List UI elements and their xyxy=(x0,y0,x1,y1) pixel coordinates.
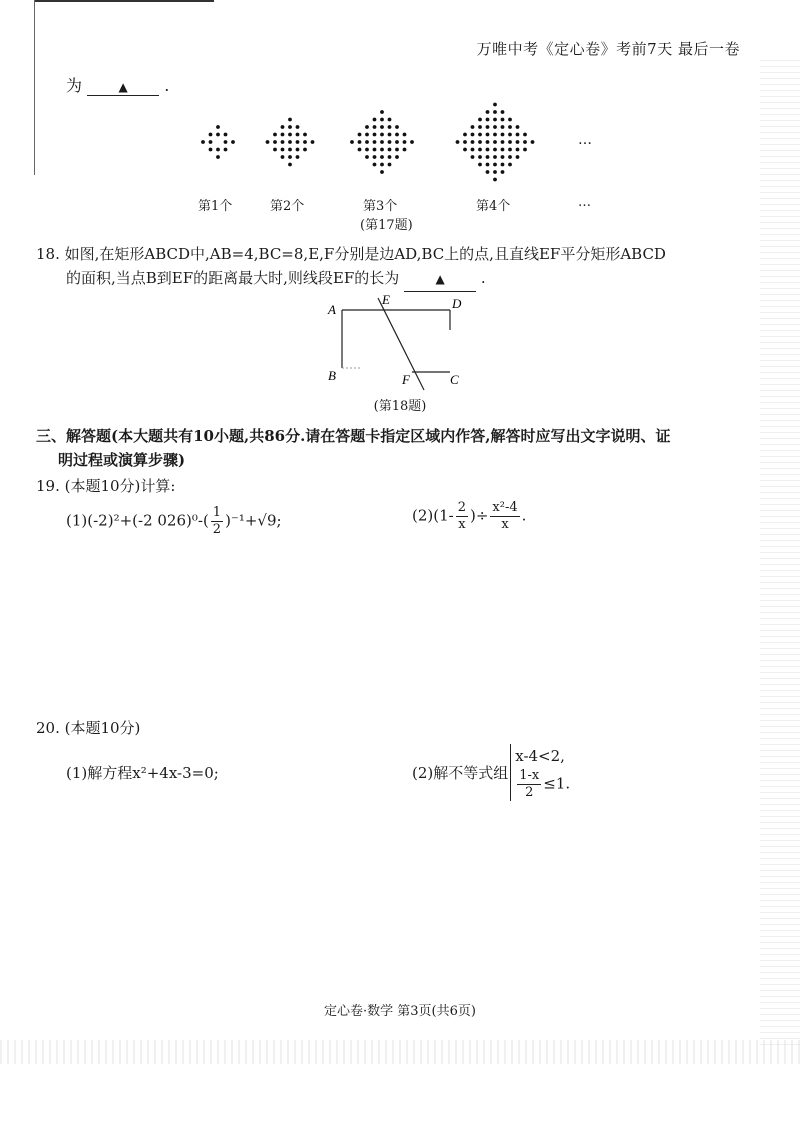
pattern-3-dot xyxy=(365,133,369,137)
pattern-2-dot xyxy=(281,125,285,129)
pattern-3-dot xyxy=(403,148,407,152)
q17-caption-ellipsis: … xyxy=(578,195,591,210)
pattern-2-dot xyxy=(288,118,292,122)
pattern-2-dot xyxy=(281,133,285,137)
q17-figure-caption: (第17题) xyxy=(360,218,413,233)
pattern-4-dot xyxy=(516,125,520,129)
pattern-3-dot xyxy=(373,118,377,122)
label-a: A xyxy=(328,302,336,317)
pattern-3-dot xyxy=(373,125,377,129)
pattern-4-dot xyxy=(508,155,512,159)
pattern-4-dot xyxy=(508,163,512,167)
q19-p1-den: 2 xyxy=(212,522,222,537)
pattern-4-dot xyxy=(493,110,497,114)
pattern-3-dot xyxy=(395,155,399,159)
pattern-3-dot xyxy=(380,125,384,129)
pattern-4-dot xyxy=(493,178,497,182)
q18-answer-blank xyxy=(404,266,476,292)
q20-inequality-system xyxy=(510,744,570,801)
pattern-1-dot xyxy=(224,133,228,137)
q19-p2-b: )÷ xyxy=(470,506,489,525)
q17-caption-2: 第2个 xyxy=(270,199,305,214)
q18-line1: 18. 如图,在矩形ABCD中,AB=4,BC=8,E,F分别是边AD,BC上的点,且直线EF平分矩形ABCD xyxy=(36,245,666,263)
pattern-3-dot xyxy=(373,155,377,159)
pattern-4-dot xyxy=(531,140,535,144)
pattern-2-dot xyxy=(288,148,292,152)
pattern-2-dot xyxy=(296,148,300,152)
pattern-2-dot xyxy=(281,148,285,152)
section3-heading xyxy=(36,424,766,472)
pattern-4-dot xyxy=(478,163,482,167)
pattern-3-dot xyxy=(388,155,392,159)
pattern-4-dot xyxy=(516,133,520,137)
pattern-4-dot xyxy=(486,110,490,114)
pattern-2-dot xyxy=(288,155,292,159)
pattern-4-dot xyxy=(501,125,505,129)
pattern-4-dot xyxy=(478,125,482,129)
pattern-3-dot xyxy=(380,155,384,159)
pattern-2-dot xyxy=(273,133,277,137)
pattern-1-dot xyxy=(216,125,220,129)
pattern-1-dot xyxy=(201,140,205,144)
pattern-4-dot xyxy=(501,148,505,152)
pattern-2-dot xyxy=(288,163,292,167)
pattern-3-dot xyxy=(380,148,384,152)
pattern-4-dot xyxy=(463,133,467,137)
pattern-1-dot xyxy=(231,140,235,144)
pattern-3-dot xyxy=(373,133,377,137)
pattern-3-dot xyxy=(410,140,414,144)
pattern-3-dot xyxy=(380,118,384,122)
pattern-4-dot xyxy=(501,133,505,137)
pattern-4-dot xyxy=(508,140,512,144)
pattern-2-dot xyxy=(303,133,307,137)
label-b: B xyxy=(328,368,336,383)
pattern-4-dot xyxy=(516,155,520,159)
pattern-3-dot xyxy=(380,140,384,144)
label-c: C xyxy=(450,372,459,387)
pattern-4-dot xyxy=(523,140,527,144)
label-d: D xyxy=(452,296,462,311)
pattern-4-dot xyxy=(478,148,482,152)
pattern-1-dot xyxy=(216,148,220,152)
pattern-1-dot xyxy=(209,148,213,152)
pattern-3-dot xyxy=(373,148,377,152)
left-margin-rule xyxy=(34,0,35,175)
q19-p2-num2: x²-4 xyxy=(492,500,518,515)
pattern-4-dot xyxy=(501,170,505,174)
pattern-4-dot xyxy=(471,133,475,137)
q20-ineq2-den: 2 xyxy=(525,785,534,800)
q20-ineq2-num: 1-x xyxy=(519,768,540,783)
pattern-3-dot xyxy=(395,133,399,137)
pattern-3-dot xyxy=(373,140,377,144)
pattern-3-dot xyxy=(395,140,399,144)
pattern-3-dot xyxy=(388,148,392,152)
q18-rectangle-figure xyxy=(320,290,480,395)
q19-title: 19. (本题10分)计算: xyxy=(36,477,176,495)
pattern-3-dot xyxy=(403,140,407,144)
pattern-4-dot xyxy=(493,170,497,174)
q19-p2-fraction2 xyxy=(490,500,519,533)
q19-p2-num1: 2 xyxy=(457,500,466,515)
pattern-2-dot xyxy=(281,140,285,144)
pattern-4-dot xyxy=(493,103,497,107)
pattern-4-dot xyxy=(493,140,497,144)
pattern-4-dot xyxy=(478,133,482,137)
pattern-3-dot xyxy=(358,148,362,152)
answer-triangle-icon: ▲ xyxy=(118,80,128,94)
pattern-4-dot xyxy=(516,140,520,144)
pattern-4-dot xyxy=(471,155,475,159)
pattern-2-dot xyxy=(266,140,270,144)
q19-p2-den1: x xyxy=(458,517,466,532)
pattern-4-dot xyxy=(486,125,490,129)
q17-prefix: 为 xyxy=(66,76,83,95)
pattern-3-dot xyxy=(365,155,369,159)
pattern-3-dot xyxy=(388,125,392,129)
pattern-4-dot xyxy=(486,148,490,152)
pattern-4-dot xyxy=(523,148,527,152)
pattern-4-dot xyxy=(493,155,497,159)
q18-text xyxy=(36,242,756,292)
pattern-3-dot xyxy=(380,133,384,137)
label-f: F xyxy=(402,372,410,387)
q20-ineq1: x-4<2, xyxy=(515,747,565,765)
pattern-4-dot xyxy=(486,155,490,159)
pattern-3-dot xyxy=(388,163,392,167)
pattern-4-dot xyxy=(456,140,460,144)
pattern-4-dot xyxy=(508,133,512,137)
q20-part1: (1)解方程x²+4x-3=0; xyxy=(66,764,219,782)
pattern-4-dot xyxy=(508,125,512,129)
pattern-4-dot xyxy=(493,148,497,152)
pattern-3-dot xyxy=(350,140,354,144)
pattern-4-dot xyxy=(501,118,505,122)
pattern-2-dot xyxy=(296,125,300,129)
q17-answer-line xyxy=(66,73,169,96)
pattern-3-dot xyxy=(365,140,369,144)
pattern-1-dot xyxy=(209,140,213,144)
pattern-1-dot xyxy=(224,148,228,152)
scan-edge-noise xyxy=(760,60,800,1050)
q18-line2 xyxy=(36,266,756,292)
pattern-4-dot xyxy=(501,155,505,159)
pattern-4-dot xyxy=(516,148,520,152)
pattern-2-dot xyxy=(303,148,307,152)
q19-part2 xyxy=(412,500,526,533)
pattern-2-dot xyxy=(288,125,292,129)
pattern-3-dot xyxy=(380,170,384,174)
q19-part1 xyxy=(66,505,282,538)
answer-triangle-icon: ▲ xyxy=(435,272,445,286)
q17-answer-blank xyxy=(87,76,159,96)
q19-p1-b: )⁻¹+√9; xyxy=(225,511,282,530)
q20-ineq2 xyxy=(515,768,570,801)
q17-dot-patterns xyxy=(190,92,620,192)
pattern-1-dot xyxy=(209,133,213,137)
pattern-2-dot xyxy=(288,133,292,137)
q19-p2-a: (2)(1- xyxy=(412,506,454,525)
pattern-3-dot xyxy=(395,125,399,129)
pattern-4-dot xyxy=(486,170,490,174)
pattern-4-dot xyxy=(493,133,497,137)
pattern-3-dot xyxy=(403,133,407,137)
pattern-4-dot xyxy=(486,118,490,122)
pattern-2-dot xyxy=(296,140,300,144)
pattern-3-dot xyxy=(380,163,384,167)
pattern-4-dot xyxy=(508,148,512,152)
top-rule xyxy=(34,0,214,2)
pattern-4-dot xyxy=(508,118,512,122)
q17-caption-4: 第4个 xyxy=(476,199,511,214)
pattern-3-dot xyxy=(358,140,362,144)
q17-suffix: . xyxy=(164,76,170,95)
q18-figure-caption: (第18题) xyxy=(373,399,427,414)
pattern-4-dot xyxy=(478,140,482,144)
q19-p2-c: . xyxy=(521,506,527,525)
q17-caption-3: 第3个 xyxy=(363,199,398,214)
section3-line2: 明过程或演算步骤) xyxy=(58,451,186,469)
q19-p1-fraction xyxy=(211,505,223,538)
pattern-3-dot xyxy=(388,118,392,122)
pattern-2-dot xyxy=(281,155,285,159)
pattern-4-dot xyxy=(501,140,505,144)
pattern-4-dot xyxy=(501,110,505,114)
pattern-4-dot xyxy=(463,140,467,144)
pattern-4-dot xyxy=(471,140,475,144)
q20-ineq2-fraction xyxy=(517,768,541,801)
pattern-1-dot xyxy=(216,155,220,159)
pattern-3-dot xyxy=(373,163,377,167)
q18-suffix: . xyxy=(480,269,486,287)
pattern-4-dot xyxy=(478,155,482,159)
scan-bottom-noise xyxy=(0,1040,800,1064)
pattern-4-dot xyxy=(501,163,505,167)
pattern-4-dot xyxy=(486,140,490,144)
pattern-2-dot xyxy=(296,133,300,137)
pattern-1-dot xyxy=(224,140,228,144)
pattern-4-dot xyxy=(471,148,475,152)
pattern-3-dot xyxy=(388,133,392,137)
label-e: E xyxy=(382,292,390,307)
pattern-4-dot xyxy=(478,118,482,122)
pattern-4-dot xyxy=(463,148,467,152)
pattern-2-dot xyxy=(288,140,292,144)
q20-p2-label: (2)解不等式组 xyxy=(412,764,509,782)
q17-caption-1: 第1个 xyxy=(198,199,233,214)
pattern-3-dot xyxy=(388,140,392,144)
pattern-3-dot xyxy=(395,148,399,152)
q20-ineq2-rel: ≤1. xyxy=(543,774,571,793)
pattern-4-dot xyxy=(471,125,475,129)
pattern-3-dot xyxy=(365,148,369,152)
pattern-4-dot xyxy=(486,133,490,137)
q19-p2-den2: x xyxy=(501,517,509,532)
pattern-2-dot xyxy=(303,140,307,144)
q20-part2 xyxy=(412,744,570,801)
pattern-4-dot xyxy=(493,118,497,122)
pattern-2-dot xyxy=(273,140,277,144)
q18-line2-text: 的面积,当点B到EF的距离最大时,则线段EF的长为 xyxy=(66,269,400,287)
pattern-4-dot xyxy=(493,125,497,129)
pattern-3-dot xyxy=(380,110,384,114)
section3-line1: 三、解答题(本大题共有10小题,共86分.请在答题卡指定区域内作答,解答时应写出文字说明、证 xyxy=(36,427,671,445)
q20-title: 20. (本题10分) xyxy=(36,719,141,737)
pattern-1-dot xyxy=(216,133,220,137)
pattern-2-dot xyxy=(273,148,277,152)
pattern-4-dot xyxy=(523,133,527,137)
pattern-2-dot xyxy=(311,140,315,144)
q19-p2-fraction1 xyxy=(456,500,468,533)
page-footer: 定心卷·数学 第3页(共6页) xyxy=(324,1004,476,1019)
pattern-4-dot xyxy=(493,163,497,167)
pattern-3-dot xyxy=(358,133,362,137)
pattern-2-dot xyxy=(296,155,300,159)
q19-p1-num: 1 xyxy=(212,505,222,520)
q17-dots-ellipsis: … xyxy=(578,132,592,148)
q19-p1-a: (1)(-2)²+(-2 026)⁰-( xyxy=(66,511,209,530)
pattern-4-dot xyxy=(486,163,490,167)
pattern-3-dot xyxy=(365,125,369,129)
page-header: 万唯中考《定心卷》考前7天 最后一卷 xyxy=(476,40,740,58)
